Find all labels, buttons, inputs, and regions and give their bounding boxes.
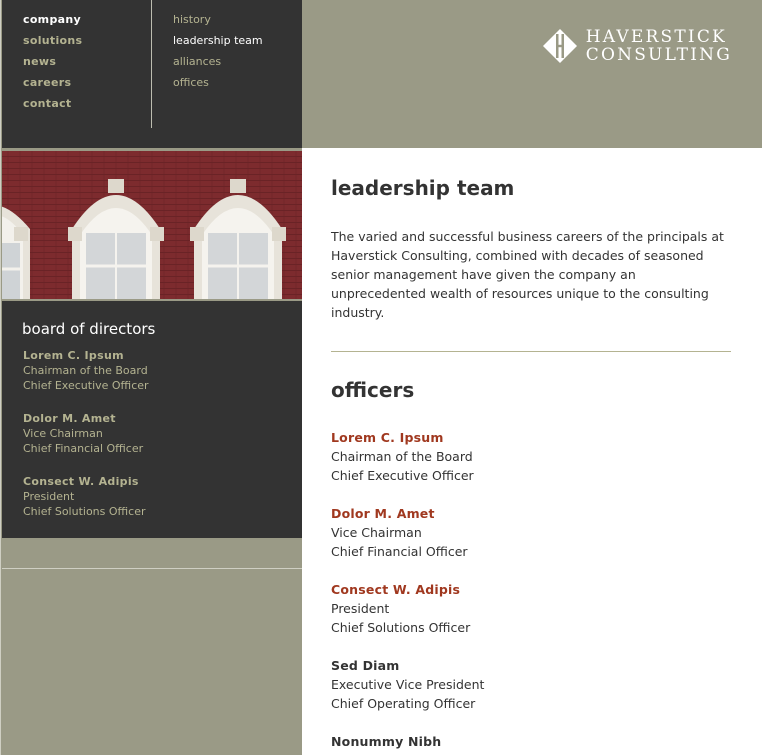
- building-windows-image: [2, 151, 302, 299]
- header-banner: [302, 0, 762, 148]
- subnav-history[interactable]: history: [173, 13, 211, 26]
- officer-name: Nonummy Nibh: [331, 734, 442, 749]
- board-of-directors-panel: [2, 301, 302, 538]
- main-nav: [23, 9, 82, 114]
- officer-role: Executive Vice President: [331, 677, 485, 692]
- officer-role: Chief Operating Officer: [331, 696, 476, 711]
- board-title: board of directors: [22, 320, 156, 338]
- officer-entry: [331, 656, 731, 713]
- decorative-band: [2, 540, 302, 569]
- officer-role: Chairman of the Board: [331, 449, 473, 464]
- officer-entry: [331, 732, 731, 751]
- logo-text-line1: HAVERSTICK: [585, 27, 727, 47]
- navigation-panel: [2, 0, 302, 148]
- nav-company[interactable]: company: [23, 13, 81, 26]
- board-member-role: Vice Chairman: [23, 427, 103, 440]
- board-member-role: Chief Solutions Officer: [23, 505, 146, 518]
- subnav-leadership-team[interactable]: leadership team: [173, 34, 263, 47]
- nav-contact[interactable]: contact: [23, 97, 72, 110]
- board-member-role: Chief Financial Officer: [23, 442, 144, 455]
- board-member: [23, 348, 149, 393]
- officer-list: [331, 428, 731, 755]
- board-member: [23, 474, 149, 519]
- intro-paragraph: The varied and successful business careers of the principals at Haverstick Consulting, combined with decades of seasoned senior management have given the company an unprecedented wealth of resources unique to the consulting industry.: [331, 229, 724, 320]
- board-list: [23, 348, 149, 537]
- board-member-role: Chief Executive Officer: [23, 379, 149, 392]
- logo-text-line2: CONSULTING: [585, 45, 732, 65]
- nav-careers[interactable]: careers: [23, 76, 72, 89]
- officer-role: President: [331, 601, 390, 616]
- subnav-offices[interactable]: offices: [173, 76, 209, 89]
- nav-divider: [151, 0, 152, 128]
- board-member-role: Chairman of the Board: [23, 364, 148, 377]
- left-column: [0, 0, 302, 755]
- officer-name-link[interactable]: Lorem C. Ipsum: [331, 430, 444, 445]
- officer-role: Chief Executive Officer: [331, 468, 474, 483]
- officer-name: Sed Diam: [331, 658, 400, 673]
- section-divider: [331, 351, 731, 352]
- nav-solutions[interactable]: solutions: [23, 34, 83, 47]
- officer-entry: [331, 504, 731, 561]
- logo-mark-icon: [542, 28, 578, 64]
- company-logo[interactable]: [542, 28, 732, 64]
- board-member-role: President: [23, 490, 75, 503]
- officer-entry: [331, 580, 731, 637]
- officer-name-link[interactable]: Consect W. Adipis: [331, 582, 461, 597]
- officer-name-link[interactable]: Dolor M. Amet: [331, 506, 435, 521]
- officers-title: officers: [331, 378, 415, 402]
- sub-nav: [173, 9, 263, 93]
- page-title: leadership team: [331, 176, 515, 200]
- subnav-alliances[interactable]: alliances: [173, 55, 222, 68]
- officer-entry: [331, 428, 731, 485]
- nav-news[interactable]: news: [23, 55, 57, 68]
- officer-role: Vice Chairman: [331, 525, 422, 540]
- board-member-name: Consect W. Adipis: [23, 475, 139, 488]
- building-photo: [2, 151, 302, 299]
- officer-role: Chief Financial Officer: [331, 544, 468, 559]
- officer-role: Chief Solutions Officer: [331, 620, 471, 635]
- board-member: [23, 411, 149, 456]
- board-member-name: Lorem C. Ipsum: [23, 349, 124, 362]
- board-member-name: Dolor M. Amet: [23, 412, 116, 425]
